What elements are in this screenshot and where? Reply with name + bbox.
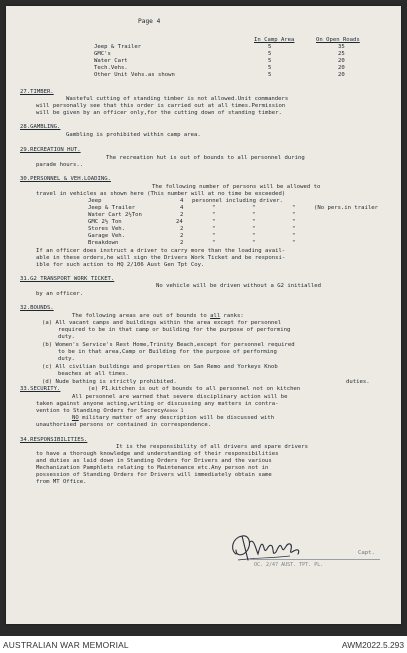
table-cell-camp: 5 xyxy=(268,72,272,78)
load-row-count: 4 xyxy=(180,205,184,211)
document-page xyxy=(6,6,401,624)
paragraph-line: It is the responsibility of all drivers and spare drivers xyxy=(116,444,308,450)
paragraph-line: will be given by an officer only,for the cutting down of standing timber. xyxy=(36,110,282,116)
ditto-mark: " xyxy=(252,212,256,218)
paragraph-line: Mechanization Pamphlets relating to Maintenance etc.Any person not in xyxy=(36,465,269,471)
ditto-mark: " xyxy=(252,219,256,225)
load-row-vehicle: Jeep & Trailer xyxy=(88,205,136,211)
list-item: (b) Women's Service's Rest Home,Trinity Beach,except for personnel required xyxy=(42,342,295,348)
paragraph-line: taken against anyone acting,writing or discussing any matters in contra- xyxy=(36,401,279,407)
table-row-label: Water Cart xyxy=(94,58,128,64)
load-row-count: 4 xyxy=(180,198,184,204)
section-heading: 27.TIMBER. xyxy=(20,89,54,95)
section-heading: 29.RECREATION HUT. xyxy=(20,147,81,153)
annex-note: Annex 1 xyxy=(163,409,184,414)
table-header-road: On Open Roads xyxy=(316,37,360,43)
table-cell-camp: 5 xyxy=(268,44,272,50)
section-heading: 30.PERSONNEL & VEH.LOADING. xyxy=(20,176,111,182)
section-heading: 34.RESPONSIBILITIES. xyxy=(20,437,88,443)
table-header-camp: In Camp Area xyxy=(254,37,295,43)
paragraph-line: All personnel are warned that severe disciplinary action will be xyxy=(72,394,288,400)
ditto-mark: " xyxy=(292,233,296,239)
load-row-vehicle: Stores Veh. xyxy=(88,226,126,232)
load-row-vehicle: Water Cart 2½Ton xyxy=(88,212,142,218)
ditto-mark: " xyxy=(292,226,296,232)
table-cell-camp: 5 xyxy=(268,65,272,71)
ditto-mark: " xyxy=(252,233,256,239)
paragraph-line: able in these orders,he will sign the Drivers Work Ticket and be responsi- xyxy=(36,255,286,261)
load-row-count: 2 xyxy=(180,212,184,218)
table-cell-road: 20 xyxy=(338,58,345,64)
ditto-mark: " xyxy=(252,226,256,232)
section-heading: 28.GAMBLING. xyxy=(20,124,61,130)
table-cell-camp: 5 xyxy=(268,58,272,64)
paragraph-line: to have a thorough knowledge and understanding of their responsibilities xyxy=(36,451,279,457)
ditto-mark: " xyxy=(212,205,216,211)
load-row-count: 2 xyxy=(180,240,184,246)
list-item-continued: duty. xyxy=(58,356,75,362)
section-heading: 31.G2 TRANSPORT WORK TICKET. xyxy=(20,276,115,282)
text-run-underlined: NO xyxy=(72,415,79,421)
paragraph-line: ible for such action to HQ 2/106 Aust Gen Tpt Coy. xyxy=(36,262,205,268)
paragraph-line: by an officer. xyxy=(36,291,84,297)
table-row-label: Tech.Vehs. xyxy=(94,65,128,71)
footer-accession-number: AWM2022.5.293 xyxy=(341,640,404,650)
ditto-mark: " xyxy=(252,205,256,211)
load-row-note: (No pers.in trailer xyxy=(314,205,378,211)
ditto-mark: " xyxy=(212,212,216,218)
text-run: vention to Standing Orders for Secrecy xyxy=(36,408,164,414)
paragraph-line: from MT Office. xyxy=(36,479,87,485)
table-cell-road: 25 xyxy=(338,51,345,57)
table-cell-road: 35 xyxy=(338,44,345,50)
ditto-mark: " xyxy=(212,219,216,225)
load-row-count: 2 xyxy=(180,233,184,239)
load-row-vehicle: Jeep xyxy=(88,198,102,204)
ditto-mark: " xyxy=(212,240,216,246)
page-number: Page 4 xyxy=(138,18,161,25)
load-row-text: personnel including driver. xyxy=(192,198,283,204)
signature-rank: Capt. xyxy=(358,550,375,556)
section-heading: 32.BOUNDS. xyxy=(20,305,54,311)
list-item-continued: beaches at all times. xyxy=(58,371,129,377)
paragraph-line: Gambling is prohibited within camp area. xyxy=(66,132,201,138)
signature-line xyxy=(250,559,380,560)
table-cell-road: 20 xyxy=(338,65,345,71)
paragraph-line: parade hours.. xyxy=(36,162,84,168)
ditto-mark: " xyxy=(292,212,296,218)
text-run: military matter of any description will be discussed with xyxy=(78,415,275,421)
signature-caption: OC. 2/47 AUST. TPT. PL. xyxy=(254,562,324,568)
load-row-vehicle: Breakdown xyxy=(88,240,119,246)
list-item-continued: required to be in that camp or building for the purpose of performing xyxy=(58,327,291,333)
list-item-continued: duty. xyxy=(58,334,75,340)
ditto-mark: " xyxy=(292,219,296,225)
load-row-count: 24 xyxy=(176,219,183,225)
list-item: (a) All vacant camps and buildings within the area except for personnel xyxy=(42,320,282,326)
paragraph-line: unauthorised persons or contained in correspondence. xyxy=(36,422,212,428)
text-run: The following areas are out of bounds to xyxy=(72,313,211,319)
load-row-vehicle: Garage Veh. xyxy=(88,233,126,239)
text-run-underlined: all xyxy=(210,313,221,319)
paragraph-line: The recreation hut is out of bounds to all personnel during xyxy=(106,155,305,161)
paragraph-line: If an officer does instruct a driver to carry more than the loading avail- xyxy=(36,248,286,254)
table-cell-camp: 5 xyxy=(268,51,272,57)
ditto-mark: " xyxy=(292,205,296,211)
paragraph-line: possession of Standing Orders for Drivers will immediately obtain same xyxy=(36,472,272,478)
table-row-label: Other Unit Vehs.as shown xyxy=(94,72,175,78)
section-heading: 33.SECURITY. xyxy=(20,386,61,392)
ditto-mark: " xyxy=(252,240,256,246)
list-item: (d) Nude bathing is strictly prohibited. xyxy=(42,379,177,385)
table-row-label: Jeep & Trailer xyxy=(94,44,142,50)
text-run: ranks: xyxy=(220,313,244,319)
paragraph-line: No vehicle will be driven without a G2 initialled xyxy=(156,283,322,289)
paragraph-line: and duties as laid down in Standing Orders for Drivers and the various xyxy=(36,458,272,464)
footer-bar xyxy=(0,636,407,653)
paragraph-line: The following number of persons will be allowed to xyxy=(152,184,321,190)
ditto-mark: " xyxy=(292,240,296,246)
table-cell-road: 20 xyxy=(338,72,345,78)
paragraph-line: travel in vehicles as shown here (This number will at no time be exceeded) xyxy=(36,191,286,197)
list-item-trail: duties. xyxy=(346,379,370,385)
list-item-continued: to be in that area,Camp or Building for the purpose of performing xyxy=(58,349,277,355)
table-row-label: GMC's xyxy=(94,51,111,57)
load-row-vehicle: GMC 2½ Ton xyxy=(88,219,122,225)
ditto-mark: " xyxy=(212,233,216,239)
list-item: (e) P1.kitchen is out of bounds to all personnel not on kitchen xyxy=(88,386,301,392)
paragraph-line: will personally see that this order is carried out at all times.Permission xyxy=(36,103,286,109)
list-item: (c) All civilian buildings and properties on San Remo and Yorkeys Knob xyxy=(42,364,278,370)
load-row-count: 2 xyxy=(180,226,184,232)
footer-institution: AUSTRALIAN WAR MEMORIAL xyxy=(3,640,129,650)
ditto-mark: " xyxy=(212,226,216,232)
paragraph-line: Wasteful cutting of standing timber is not allowed.Unit commanders xyxy=(66,96,289,102)
